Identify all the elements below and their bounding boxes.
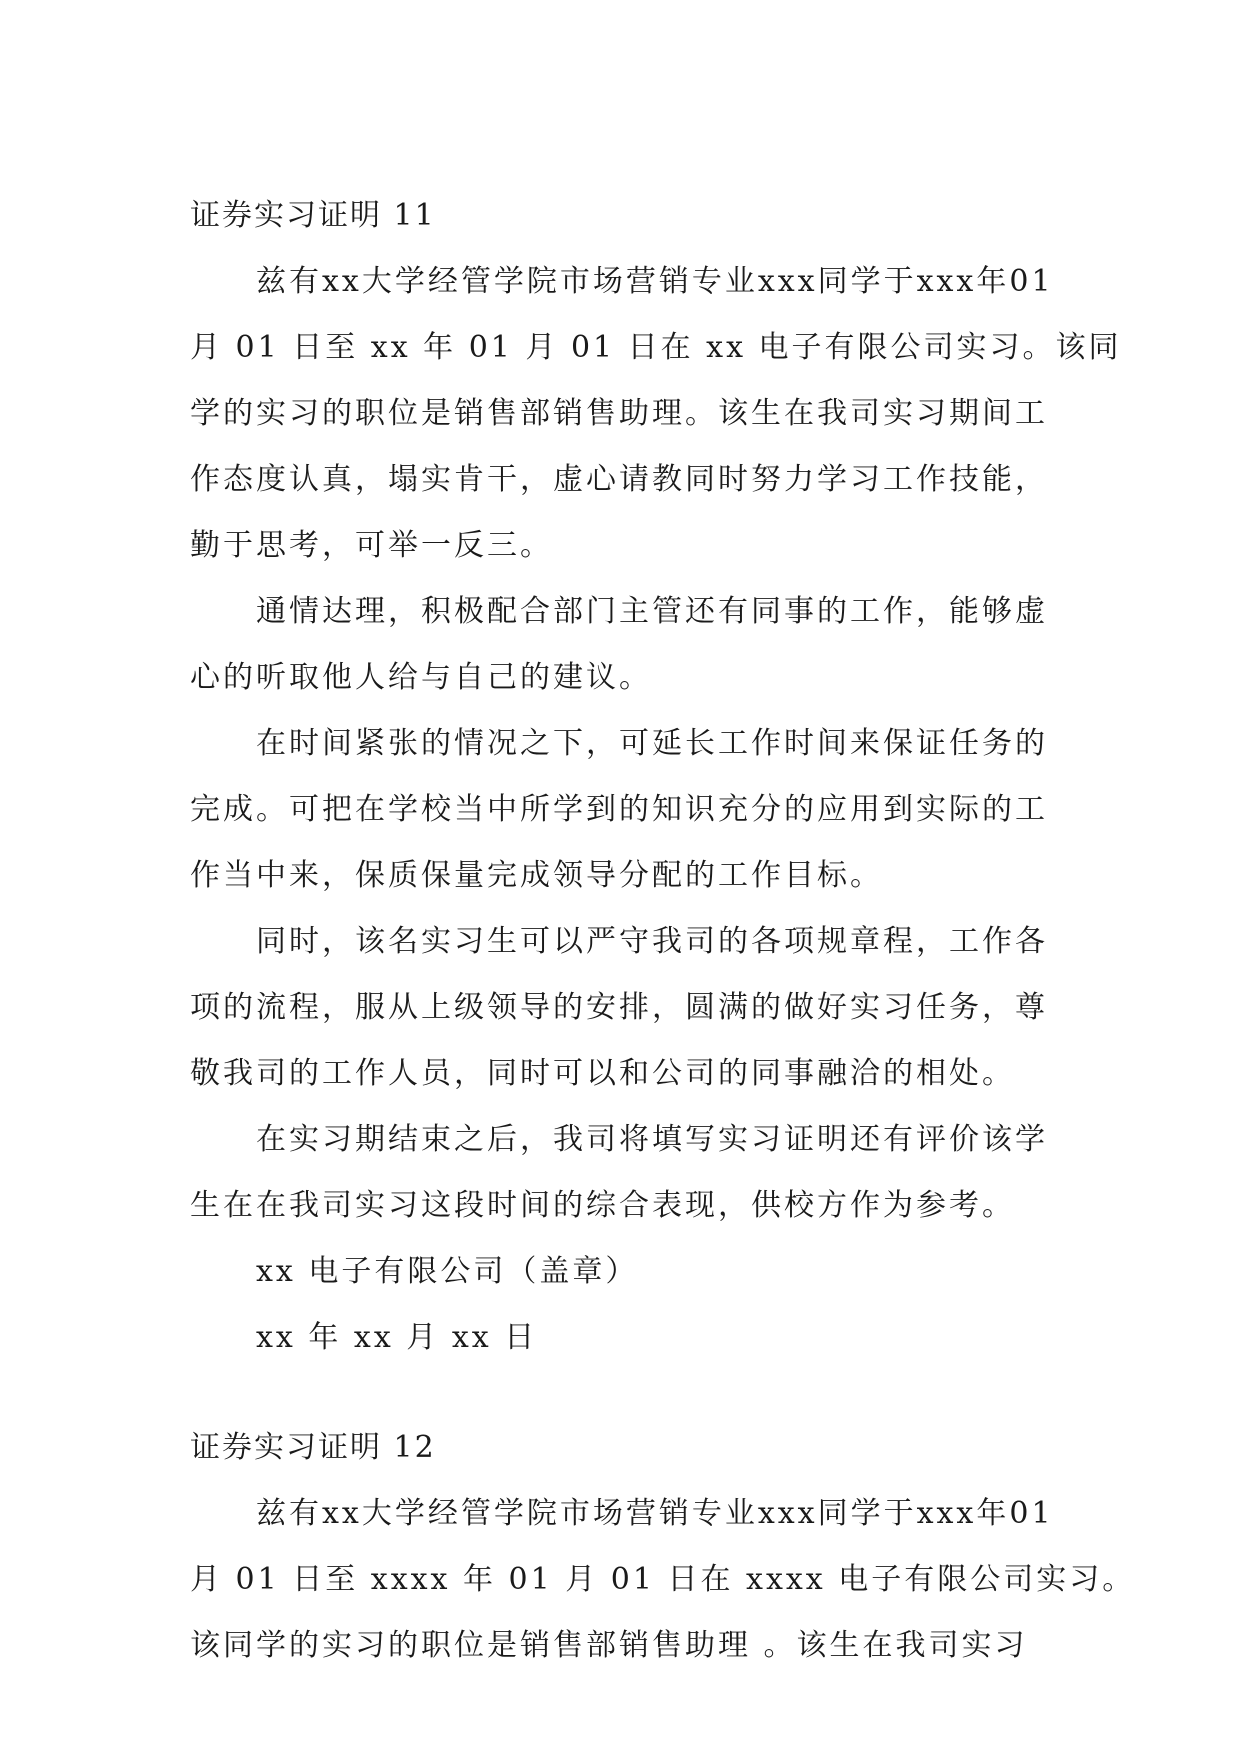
paragraph-line: 兹有xx大学经管学院市场营销专业xxx同学于xxx年01	[256, 264, 1054, 299]
paragraph-line: 勤于思考，可举一反三。	[190, 528, 553, 563]
paragraph-line: 通情达理，积极配合部门主管还有同事的工作，能够虚	[256, 594, 1048, 629]
company-seal-line: xx 电子有限公司（盖章）	[256, 1254, 639, 1289]
paragraph-line: 兹有xx大学经管学院市场营销专业xxx同学于xxx年01	[256, 1496, 1054, 1531]
paragraph-line: 月 01 日至 xx 年 01 月 01 日在 xx 电子有限公司实习。该同	[190, 330, 1122, 365]
paragraph-line: 项的流程，服从上级领导的安排，圆满的做好实习任务，尊	[190, 990, 1048, 1025]
paragraph-line: 完成。可把在学校当中所学到的知识充分的应用到实际的工	[190, 792, 1048, 827]
paragraph-line: 心的听取他人给与自己的建议。	[190, 660, 652, 695]
paragraph-line: 作当中来，保质保量完成领导分配的工作目标。	[190, 858, 883, 893]
paragraph-line: 作态度认真，塌实肯干，虚心请教同时努力学习工作技能，	[190, 462, 1048, 497]
paragraph-line: 敬我司的工作人员，同时可以和公司的同事融洽的相处。	[190, 1056, 1015, 1091]
paragraph-line: 学的实习的职位是销售部销售助理。该生在我司实习期间工	[190, 396, 1048, 431]
paragraph-line: 同时，该名实习生可以严守我司的各项规章程，工作各	[256, 924, 1048, 959]
paragraph-line: 该同学的实习的职位是销售部销售助理 。该生在我司实习	[190, 1628, 1028, 1663]
paragraph-line: 生在在我司实习这段时间的综合表现，供校方作为参考。	[190, 1188, 1015, 1223]
date-line: xx 年 xx 月 xx 日	[256, 1320, 538, 1355]
paragraph-line: 在时间紧张的情况之下，可延长工作时间来保证任务的	[256, 726, 1048, 761]
section-title-11: 证券实习证明 11	[190, 198, 436, 233]
paragraph-line: 在实习期结束之后，我司将填写实习证明还有评价该学	[256, 1122, 1048, 1157]
section-title-12: 证券实习证明 12	[190, 1430, 436, 1465]
paragraph-line: 月 01 日至 xxxx 年 01 月 01 日在 xxxx 电子有限公司实习。	[190, 1562, 1136, 1597]
